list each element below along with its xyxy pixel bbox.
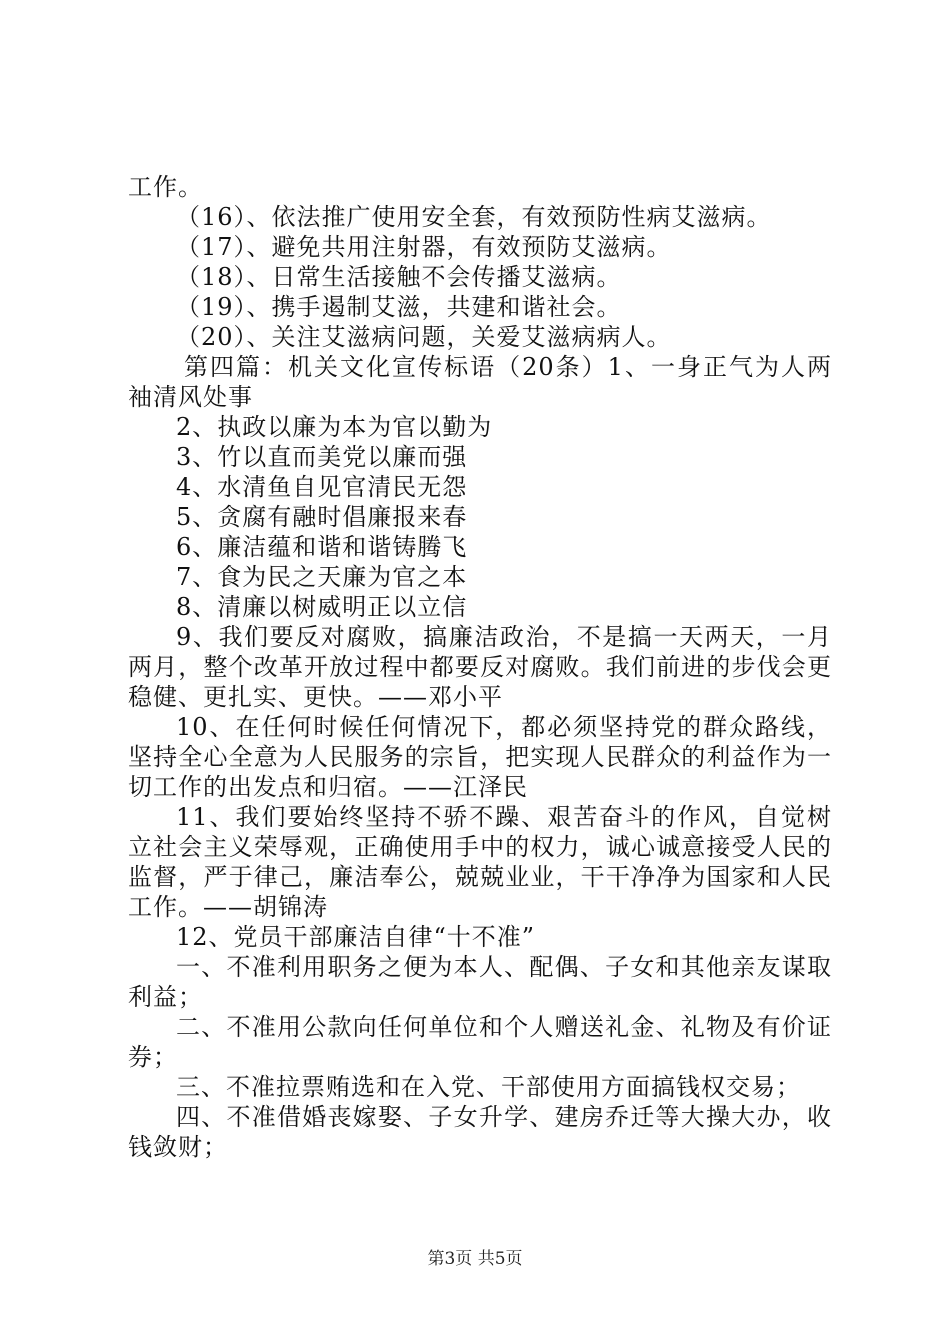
paragraph: 10、在任何时候任何情况下，都必须坚持党的群众路线，坚持全心全意为人民服务的宗旨，把实现人民群众的利益作为一切工作的出发点和归宿。——江泽民 xyxy=(128,713,832,801)
document-body xyxy=(128,172,832,1162)
paragraph: 工作。 xyxy=(128,173,203,201)
paragraph: 8、清廉以树威明正以立信 xyxy=(176,593,468,621)
paragraph: 2、执政以廉为本为官以勤为 xyxy=(176,413,493,441)
paragraph: 四、不准借婚丧嫁娶、子女升学、建房乔迁等大操大办，收钱敛财； xyxy=(128,1103,832,1161)
paragraph: 11、我们要始终坚持不骄不躁、艰苦奋斗的作风，自觉树立社会主义荣辱观，正确使用手中的权力，诚心诚意接受人民的监督，严于律己，廉洁奉公，兢兢业业，干干净净为国家和人民工作。——胡锦涛 xyxy=(128,803,832,921)
section-heading: 第四篇：机关文化宣传标语（20条）1、一身正气为人两袖清风处事 xyxy=(128,353,832,411)
paragraph: （16）、依法推广使用安全套，有效预防性病艾滋病。 xyxy=(176,203,772,231)
paragraph: （18）、日常生活接触不会传播艾滋病。 xyxy=(176,263,622,291)
paragraph: （19）、携手遏制艾滋，共建和谐社会。 xyxy=(176,293,622,321)
paragraph: 6、廉洁蕴和谐和谐铸腾飞 xyxy=(176,533,468,561)
paragraph: 二、不准用公款向任何单位和个人赠送礼金、礼物及有价证券； xyxy=(128,1013,832,1071)
paragraph: （20）、关注艾滋病问题，关爱艾滋病病人。 xyxy=(176,323,672,351)
paragraph: 一、不准利用职务之便为本人、配偶、子女和其他亲友谋取利益； xyxy=(128,953,832,1011)
paragraph: 7、食为民之天廉为官之本 xyxy=(176,563,468,591)
paragraph: 5、贪腐有融时倡廉报来春 xyxy=(176,503,468,531)
paragraph: 9、我们要反对腐败，搞廉洁政治，不是搞一天两天，一月两月，整个改革开放过程中都要反对腐败。我们前进的步伐会更稳健、更扎实、更快。——邓小平 xyxy=(128,623,832,711)
paragraph: 三、不准拉票贿选和在入党、干部使用方面搞钱权交易； xyxy=(176,1073,801,1101)
paragraph: 3、竹以直而美党以廉而强 xyxy=(176,443,468,471)
page-footer: 第3页 共5页 xyxy=(427,1249,523,1269)
paragraph: 4、水清鱼自见官清民无怨 xyxy=(176,473,468,501)
paragraph: （17）、避免共用注射器，有效预防艾滋病。 xyxy=(176,233,672,261)
paragraph: 12、党员干部廉洁自律“十不准” xyxy=(176,923,536,951)
